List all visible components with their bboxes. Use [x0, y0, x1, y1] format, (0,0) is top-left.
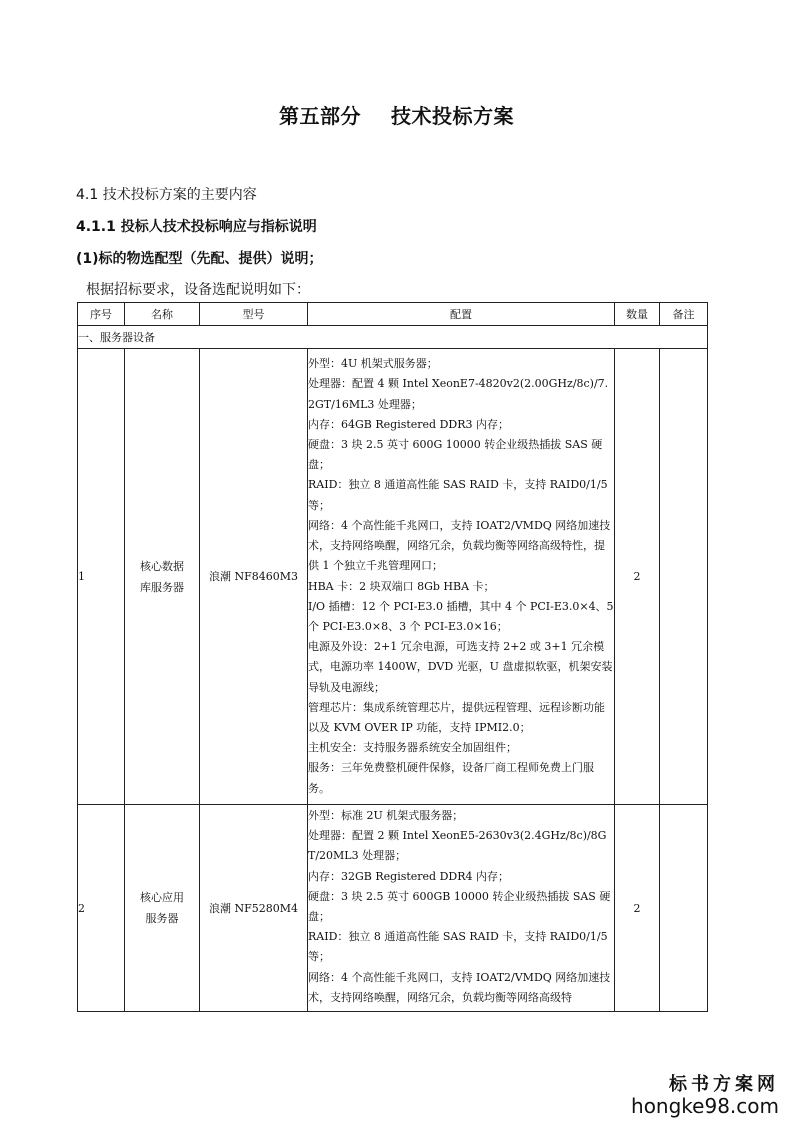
row-name-line: 库服务器 — [140, 580, 184, 594]
row-config — [308, 805, 615, 1012]
category-row — [78, 326, 708, 349]
header-name: 名称 — [125, 303, 200, 326]
row-name-line: 核心数据 — [140, 559, 184, 573]
config-line: 网络：4 个高性能千兆网口，支持 IOAT2/VMDQ 网络加速技术，支持网络唤醒，网络冗余，负载均衡等网络高级特 — [308, 970, 611, 1004]
header-no: 序号 — [78, 303, 125, 326]
equipment-table — [77, 302, 708, 1012]
intro-paragraph: 根据招标要求，设备选配说明如下： — [86, 282, 310, 298]
title-part: 第五部分 — [279, 104, 361, 128]
row-no: 1 — [78, 349, 125, 805]
config-line: 硬盘：3 块 2.5 英寸 600GB 10000 转企业级热插拔 SAS 硬盘； — [308, 889, 611, 924]
config-line: 处理器：配置 2 颗 Intel XeonE5-2630v3(2.4GHz/8c)/8GT/20ML3 处理器； — [308, 829, 607, 863]
watermark-url: hongke98.com — [631, 1094, 779, 1118]
header-model: 型号 — [200, 303, 308, 326]
category-label: 一、服务器设备 — [78, 326, 708, 349]
section-heading-4-1: 4.1 技术投标方案的主要内容 — [76, 187, 257, 203]
table-row — [78, 805, 708, 1012]
table-row — [78, 349, 708, 805]
row-config — [308, 349, 615, 805]
row-model: 浪潮 NF8460M3 — [200, 349, 308, 805]
row-note — [660, 805, 708, 1012]
config-line: 内存：32GB Registered DDR4 内存； — [308, 869, 510, 883]
config-line: RAID：独立 8 通道高性能 SAS RAID 卡，支持 RAID0/1/5 等； — [308, 478, 608, 512]
table-header-row — [78, 303, 708, 326]
row-name — [125, 349, 200, 805]
title-main: 技术投标方案 — [391, 104, 514, 128]
site-watermark — [631, 1070, 779, 1118]
watermark-name: 标书方案网 — [669, 1074, 779, 1095]
config-line: 主机安全：支持服务器系统安全加固组件； — [308, 741, 517, 755]
config-line: 网络：4 个高性能千兆网口，支持 IOAT2/VMDQ 网络加速技术，支持网络唤醒，网络冗余，负载均衡等网络高级特性，提供 1 个独立千兆管理网口； — [308, 518, 611, 573]
config-line: 外型：标准 2U 机架式服务器； — [308, 809, 464, 822]
config-line: 管理芯片：集成系统管理芯片，提供远程管理、远程诊断功能以及 KVM OVER IP 功能，支持 IPMI2.0； — [308, 700, 605, 734]
config-line: 处理器：配置 4 颗 Intel XeonE7-4820v2(2.00GHz/8c)/7.2GT/16ML3 处理器； — [308, 377, 609, 411]
config-line: 电源及外设：2+1 冗余电源，可选支持 2+2 或 3+1 冗余模式，电源功率 1400W，DVD 光驱，U 盘虚拟软驱，机架安装导轨及电源线； — [308, 640, 613, 694]
config-line: 服务：三年免费整机硬件保修，设备厂商工程师免费上门服务。 — [308, 761, 594, 795]
row-model: 浪潮 NF5280M4 — [200, 805, 308, 1012]
config-line: 内存：64GB Registered DDR3 内存； — [308, 417, 510, 431]
section-heading-4-1-1: 4.1.1 投标人技术投标响应与指标说明 — [76, 219, 317, 235]
row-no: 2 — [78, 805, 125, 1012]
config-line: HBA 卡：2 块双端口 8Gb HBA 卡； — [308, 579, 495, 593]
row-name-line: 服务器 — [145, 912, 179, 925]
config-line: I/O 插槽：12 个 PCI-E3.0 插槽，其中 4 个 PCI-E3.0×4、5 个 PCI-E3.0×8、3 个 PCI-E3.0×16； — [308, 599, 614, 633]
header-config: 配置 — [308, 303, 615, 326]
page-title — [0, 100, 793, 129]
config-line: 外型：4U 机架式服务器； — [308, 357, 438, 371]
config-line: RAID：独立 8 通道高性能 SAS RAID 卡，支持 RAID0/1/5 等； — [308, 930, 608, 964]
row-note — [660, 349, 708, 805]
header-note: 备注 — [660, 303, 708, 326]
header-qty: 数量 — [615, 303, 660, 326]
row-name-line: 核心应用 — [140, 891, 184, 904]
row-qty: 2 — [615, 349, 660, 805]
config-line: 硬盘：3 块 2.5 英寸 600G 10000 转企业级热插拔 SAS 硬盘； — [308, 438, 603, 472]
subsection-heading: (1)标的物选配型（先配、提供）说明； — [76, 251, 323, 267]
row-qty: 2 — [615, 805, 660, 1012]
row-name — [125, 805, 200, 1012]
